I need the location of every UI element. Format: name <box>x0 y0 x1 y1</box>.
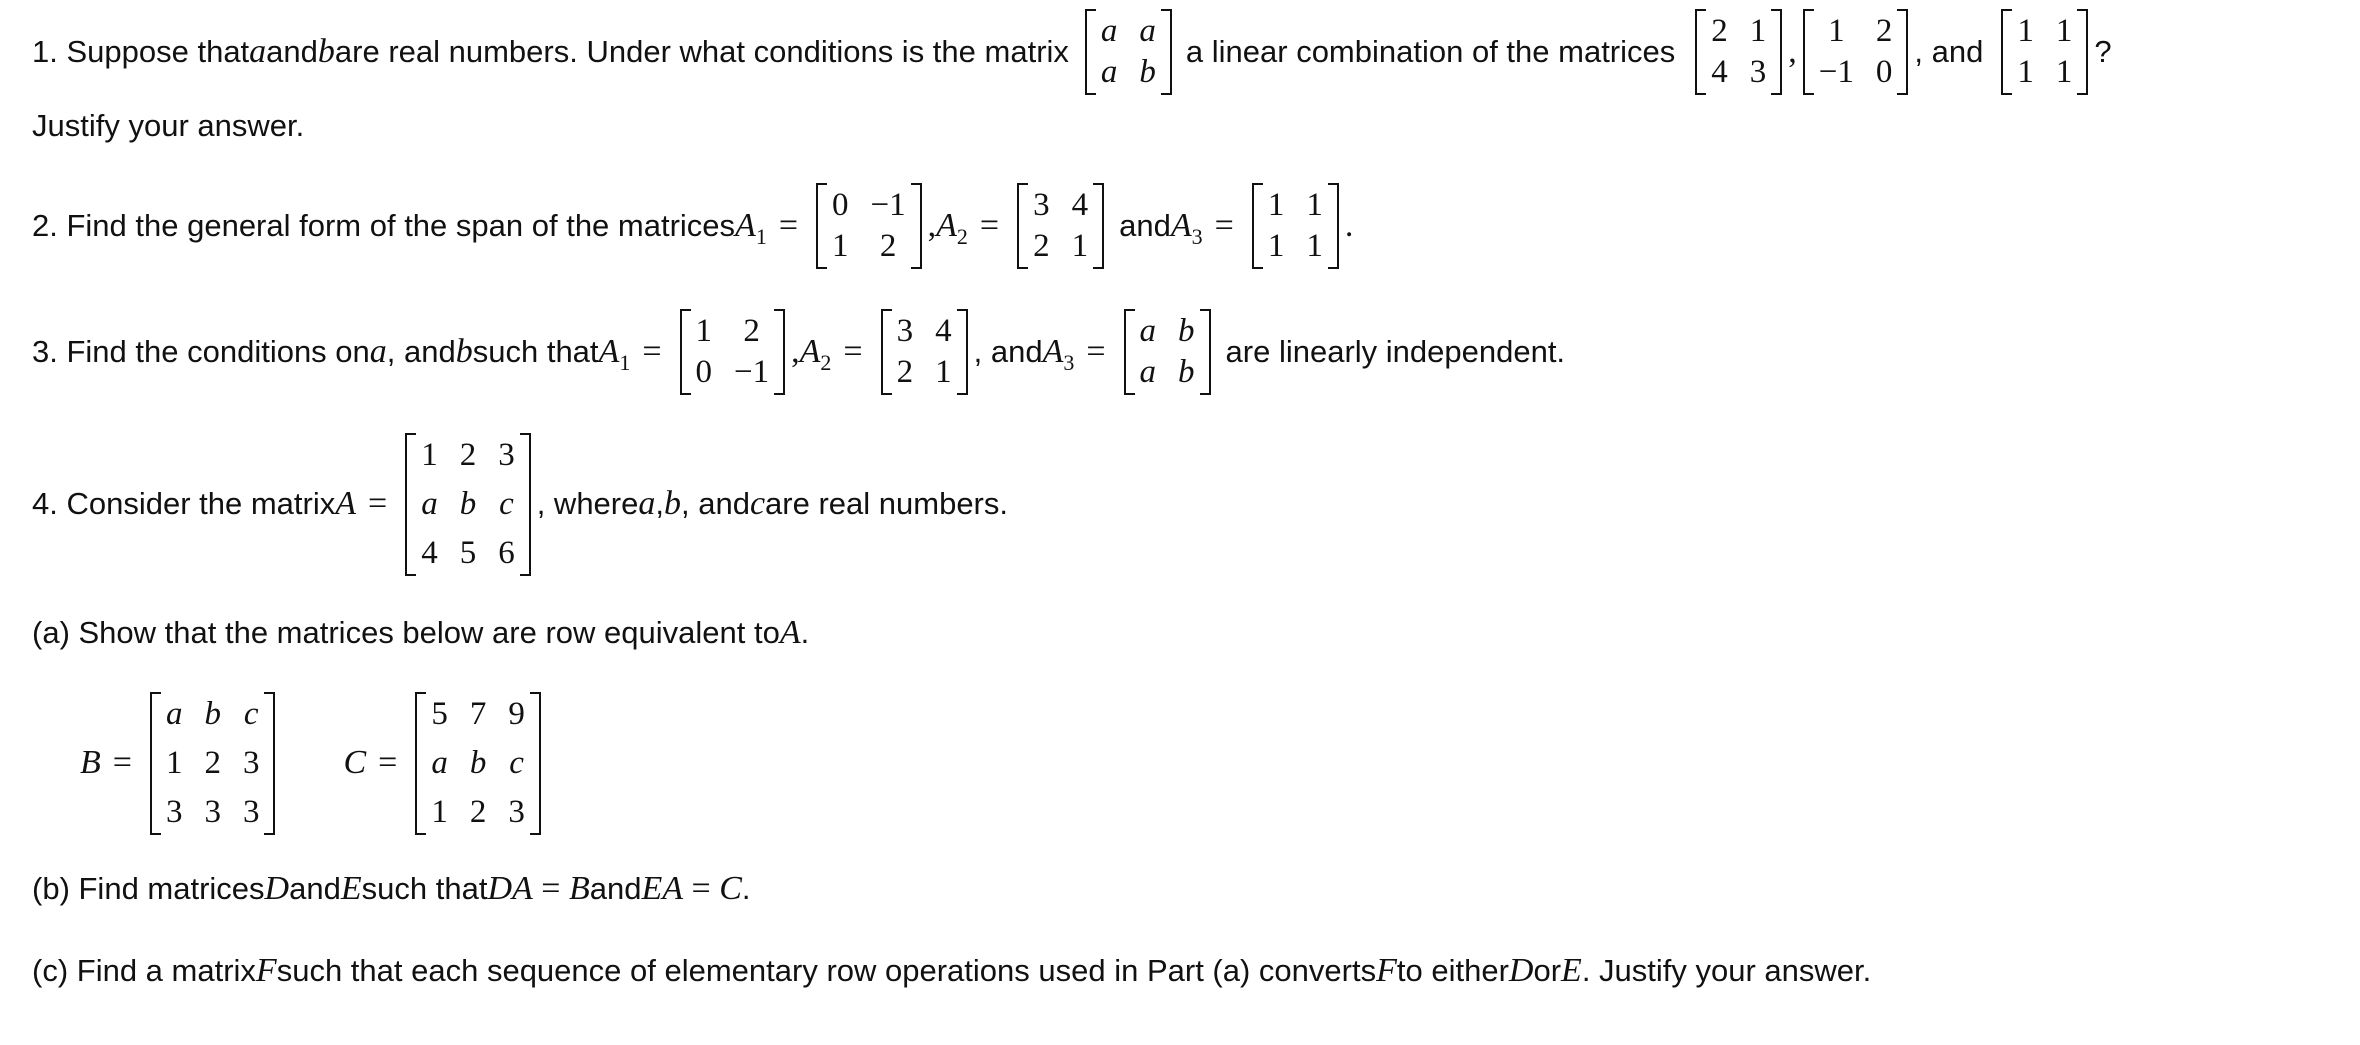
matrix-q4-A <box>405 433 531 576</box>
q4c-line <box>32 948 1871 994</box>
period: . <box>1344 207 1354 244</box>
q4-text: 4. Consider the matrix <box>32 486 336 521</box>
question-mark: ? <box>2094 34 2112 69</box>
equals: = <box>112 744 132 781</box>
cell: 0 <box>695 354 713 390</box>
cell: 3 <box>1749 54 1767 90</box>
q4c-text: (c) Find a matrix <box>32 953 256 988</box>
sub-3: 3 <box>1063 350 1075 375</box>
q4b-line <box>32 866 751 912</box>
cell: a <box>421 485 438 522</box>
period: . <box>741 871 751 906</box>
cell: 2 <box>743 313 760 349</box>
var-E: E <box>1561 952 1582 989</box>
cell: a <box>1100 54 1118 90</box>
A2 <box>936 207 968 249</box>
cell: a <box>1100 13 1118 49</box>
cell: 1 <box>1828 13 1845 49</box>
cell: 2 <box>469 793 487 830</box>
cell: 1 <box>1749 13 1767 49</box>
q2-line <box>32 184 1353 268</box>
cell: 1 <box>2055 54 2073 90</box>
cell: 1 <box>1306 228 1323 264</box>
var-A: A <box>799 333 821 370</box>
var-B: B <box>568 870 590 907</box>
var-A: A <box>335 485 357 522</box>
cell: 4 <box>421 534 438 571</box>
var-A: A <box>779 614 801 651</box>
matrix-q2-A2 <box>1017 183 1104 269</box>
matrix-q1-m2 <box>1803 9 1909 95</box>
q4c-text-2: such that each sequence of elementary row operations used in Part (a) converts <box>276 953 1377 988</box>
equals: = <box>1214 207 1234 244</box>
equals: = <box>1086 333 1106 370</box>
A2 <box>799 333 832 375</box>
comma: , <box>655 486 664 521</box>
q4a-line <box>32 610 809 656</box>
var-C: C <box>719 870 742 907</box>
var-E: E <box>340 870 362 907</box>
cell: 1 <box>2017 13 2034 49</box>
cell: 4 <box>1071 187 1089 223</box>
var-b: b <box>455 333 473 370</box>
sub-1: 1 <box>755 224 767 249</box>
q4-and: , and <box>681 486 750 521</box>
cell: b <box>1139 54 1156 90</box>
cell: 1 <box>695 313 713 349</box>
sub-3: 3 <box>1191 224 1203 249</box>
q3-line <box>32 308 1565 396</box>
matrix-q3-A3 <box>1124 309 1211 395</box>
var-c: c <box>749 485 766 522</box>
cell: 2 <box>1711 13 1728 49</box>
comma: , <box>1788 33 1797 70</box>
cell: 3 <box>1033 187 1050 223</box>
B-equation <box>80 692 281 835</box>
cell: 1 <box>165 744 183 781</box>
A1 <box>735 207 767 249</box>
cell: 7 <box>469 695 487 732</box>
var-a: a <box>369 333 387 370</box>
q4-text-3: are real numbers. <box>765 486 1008 521</box>
cell: a <box>1139 313 1157 349</box>
A1 <box>598 333 631 375</box>
cell: 3 <box>508 793 525 830</box>
matrix-q3-A1 <box>680 309 786 395</box>
cell: 3 <box>242 793 260 830</box>
matrix-q1-m1 <box>1695 9 1782 95</box>
q1-line <box>32 12 2112 92</box>
q3-and-2: , and <box>973 334 1043 369</box>
q4c-text-3: to either <box>1396 953 1509 988</box>
equals: = <box>642 333 662 370</box>
cell: a <box>1139 354 1157 390</box>
q3-text-2: such that <box>472 334 599 369</box>
var-F: F <box>1376 952 1397 989</box>
cell: 0 <box>832 187 849 223</box>
matrix-q1-m3 <box>2001 9 2088 95</box>
var-F: F <box>255 952 277 989</box>
expr-DA: DA <box>487 870 533 907</box>
cell: b <box>1178 354 1195 390</box>
var-B: B <box>80 744 101 781</box>
q1-text: 1. Suppose that <box>32 34 250 69</box>
C-equation <box>343 692 546 835</box>
A3 <box>1170 207 1203 249</box>
q4-text-2: , where <box>536 486 639 521</box>
cell: 2 <box>204 744 221 781</box>
cell: a <box>165 695 183 732</box>
matrix-C <box>415 692 541 835</box>
q3-text: 3. Find the conditions on <box>32 334 370 369</box>
q1-line-2 <box>32 104 304 148</box>
var-A: A <box>598 333 620 370</box>
q4c-text-4: . Justify your answer. <box>1581 953 1872 988</box>
cell: 1 <box>1267 228 1285 264</box>
sub-2: 2 <box>820 350 832 375</box>
cell: 1 <box>1267 187 1285 223</box>
equals: = <box>378 744 398 781</box>
var-C: C <box>343 744 367 781</box>
period: . <box>800 615 810 650</box>
cell: 4 <box>1711 54 1728 90</box>
cell: b <box>1178 313 1195 349</box>
cell: 4 <box>935 313 952 349</box>
expr-EA: EA <box>641 870 684 907</box>
cell: 1 <box>431 793 448 830</box>
cell: 2 <box>1875 13 1893 49</box>
cell: a <box>431 744 448 781</box>
q2-and: and <box>1119 208 1171 243</box>
var-A: A <box>936 207 957 244</box>
cell: 3 <box>896 313 914 349</box>
equals: = <box>683 870 720 907</box>
cell: 1 <box>2055 13 2073 49</box>
q4b-text-2: such that <box>361 871 488 906</box>
sub-1: 1 <box>619 350 631 375</box>
var-D: D <box>264 870 290 907</box>
cell: −1 <box>734 354 770 390</box>
cell: b <box>469 744 487 781</box>
cell: 9 <box>508 695 525 732</box>
cell: 1 <box>935 354 952 390</box>
cell: c <box>509 744 524 781</box>
var-D: D <box>1508 952 1534 989</box>
matrix-q1-target <box>1085 9 1172 95</box>
and: and <box>589 871 642 906</box>
cell: 2 <box>896 354 914 390</box>
comma: , <box>791 333 800 370</box>
q1-text-3: a linear combination of the matrices <box>1185 34 1676 69</box>
q4a-text: (a) Show that the matrices below are row equivalent to <box>32 615 780 650</box>
cell: c <box>499 485 514 522</box>
q4b-text: (b) Find matrices <box>32 871 265 906</box>
cell: 1 <box>1071 228 1089 264</box>
var-A: A <box>1042 333 1064 370</box>
cell: 3 <box>204 793 221 830</box>
q2-text: 2. Find the general form of the span of the matrices <box>32 208 736 243</box>
cell: 1 <box>832 228 849 264</box>
var-b: b <box>317 33 335 70</box>
cell: 2 <box>879 228 897 264</box>
var-b: b <box>664 485 681 522</box>
equals: = <box>979 207 1000 244</box>
cell: b <box>204 695 221 732</box>
and: and <box>289 871 341 906</box>
cell: 1 <box>2017 54 2034 90</box>
matrix-q2-A1 <box>816 183 922 269</box>
or: or <box>1533 953 1562 988</box>
q3-text-3: are linearly independent. <box>1225 334 1566 369</box>
bc-matrices <box>80 690 547 836</box>
A3 <box>1042 333 1075 375</box>
cell: 5 <box>431 695 448 732</box>
matrix-q3-A2 <box>881 309 968 395</box>
q1-text-2: are real numbers. Under what conditions is the matrix <box>334 34 1069 69</box>
var-A: A <box>1170 207 1192 244</box>
cell: 2 <box>1033 228 1050 264</box>
cell: 3 <box>498 436 515 473</box>
cell: c <box>243 695 259 732</box>
var-A: A <box>735 207 756 244</box>
cell: 1 <box>1306 187 1323 223</box>
cell: 6 <box>498 534 515 571</box>
cell: a <box>1139 13 1156 49</box>
equals: = <box>778 207 799 244</box>
cell: b <box>459 485 477 522</box>
cell: 1 <box>421 436 438 473</box>
sub-2: 2 <box>956 224 968 249</box>
q1-justify: Justify your answer. <box>32 108 305 143</box>
comma: , <box>927 207 937 244</box>
q3-and: , and <box>386 334 456 369</box>
cell: 5 <box>459 534 477 571</box>
equals: = <box>532 870 569 907</box>
cell: 2 <box>459 436 477 473</box>
matrix-B <box>150 692 276 835</box>
cell: −1 <box>1818 54 1854 90</box>
var-a: a <box>249 33 267 70</box>
equals: = <box>368 485 388 522</box>
matrix-q2-A3 <box>1252 183 1339 269</box>
cell: 3 <box>242 744 260 781</box>
equals: = <box>843 333 863 370</box>
q1-text-4: , and <box>1914 34 1984 69</box>
q1-text-and: and <box>266 34 318 69</box>
cell: −1 <box>870 187 906 223</box>
q4-line <box>32 432 1008 576</box>
cell: 0 <box>1875 54 1893 90</box>
var-a: a <box>638 485 656 522</box>
cell: 3 <box>165 793 183 830</box>
